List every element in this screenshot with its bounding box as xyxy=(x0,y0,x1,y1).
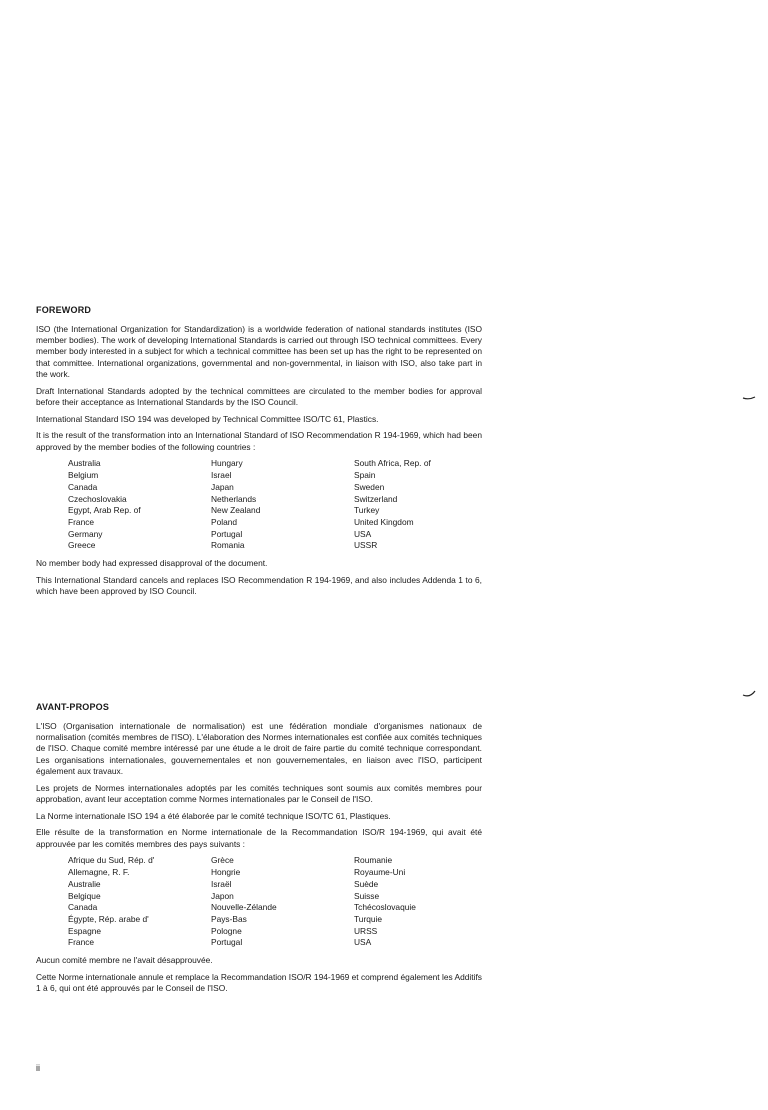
country-name: Switzerland xyxy=(354,493,398,504)
avant-propos-section xyxy=(36,702,482,1000)
country-name: Canada xyxy=(68,481,98,492)
foreword-paragraph: No member body had expressed disapproval of the document. xyxy=(36,558,268,569)
country-name: Israel xyxy=(211,470,232,481)
country-name: USSR xyxy=(354,540,378,551)
avant-propos-paragraph: Elle résulte de la transformation en Norme internationale de la Recommandation ISO/R 194-1969, qui avait été approuvée par les comités membres des pays suivants : xyxy=(36,827,482,849)
country-name: Canada xyxy=(68,902,98,913)
country-name: Turquie xyxy=(354,913,383,924)
foreword-country-list xyxy=(68,458,482,552)
country-name: United Kingdom xyxy=(354,516,414,527)
country-name: Romania xyxy=(211,540,245,551)
country-name: Spain xyxy=(354,470,376,481)
avant-propos-paragraph: Cette Norme internationale annule et remplace la Recommandation ISO/R 194-1969 et comprend également les Additifs 1 à 6, qui ont été approuvés par le Conseil de l'ISO. xyxy=(36,971,482,994)
country-name: Grèce xyxy=(211,855,234,866)
foreword-paragraph: It is the result of the transformation into an International Standard of ISO Recommendation R 194-1969, which had been approved by the member bodies of the following countries : xyxy=(36,430,482,452)
country-name: URSS xyxy=(354,925,378,936)
country-name: Hungary xyxy=(211,458,243,469)
country-name: Suède xyxy=(354,878,379,889)
country-name: Hongrie xyxy=(211,867,241,878)
country-name: Belgique xyxy=(68,890,101,901)
country-name: New Zealand xyxy=(211,505,261,516)
country-name: France xyxy=(68,937,95,948)
margin-tick-mark xyxy=(742,690,756,698)
foreword-section xyxy=(36,305,482,603)
foreword-paragraph: International Standard ISO 194 was developed by Technical Committee ISO/TC 61, Plastics. xyxy=(36,413,379,424)
margin-tick-mark xyxy=(742,392,756,400)
country-name: Japon xyxy=(211,890,234,901)
country-name: Belgium xyxy=(68,470,99,481)
country-name: Australia xyxy=(68,458,101,469)
foreword-paragraph: This International Standard cancels and replaces ISO Recommendation R 194-1969, and also includes Addenda 1 to 6, which have been approved by ISO Council. xyxy=(36,574,482,597)
country-name: USA xyxy=(354,528,372,539)
avant-propos-country-list xyxy=(68,855,482,949)
country-name: Pays-Bas xyxy=(211,913,247,924)
avant-propos-paragraph: L'ISO (Organisation internationale de normalisation) est une fédération mondiale d'organismes nationaux de normalisation (comités membres de l'ISO). L'élaboration des Normes internationales est confiée aux comités techniques de l'ISO. Chaque comité membre intéressé par une étude a le droit de faire partie du comité technique correspondant. Les organisations internationales, gouvernementales et non gouvernementales, en liaison avec l'ISO, participent également aux travaux. xyxy=(36,721,482,776)
country-name: Turkey xyxy=(354,505,380,516)
country-name: Allemagne, R. F. xyxy=(68,867,130,878)
country-name: Égypte, Rép. arabe d' xyxy=(68,913,149,924)
avant-propos-heading: AVANT-PROPOS xyxy=(36,702,110,712)
avant-propos-paragraph: La Norme internationale ISO 194 a été élaborée par le comité technique ISO/TC 61, Plastiques. xyxy=(36,810,391,821)
country-name: Espagne xyxy=(68,925,102,936)
country-name: Afrique du Sud, Rép. d' xyxy=(68,855,155,866)
country-name: Portugal xyxy=(211,937,243,948)
country-name: Egypt, Arab Rep. of xyxy=(68,505,141,516)
country-name: Israël xyxy=(211,878,232,889)
country-name: Germany xyxy=(68,528,103,539)
foreword-paragraph: Draft International Standards adopted by the technical committees are circulated to the member bodies for approval before their acceptance as International Standards by the ISO Council. xyxy=(36,385,482,407)
country-name: USA xyxy=(354,937,372,948)
country-name: Suisse xyxy=(354,890,380,901)
avant-propos-paragraph: Aucun comité membre ne l'avait désapprouvée. xyxy=(36,955,213,966)
country-name: France xyxy=(68,516,95,527)
avant-propos-paragraph: Les projets de Normes internationales adoptés par les comités techniques sont soumis aux comités membres pour approbation, avant leur acceptation comme Normes internationales par le Conseil de l'ISO. xyxy=(36,782,482,804)
country-name: Portugal xyxy=(211,528,243,539)
country-name: Poland xyxy=(211,516,238,527)
foreword-paragraph: ISO (the International Organization for Standardization) is a worldwide federation of national standards institutes (ISO member bodies). The work of developing International Standards is carried out through ISO technical committees. Every member body interested in a subject for which a technical committee has been set up has the right to be represented on that committee. International organizations, governmental and non-governmental, in liaison with ISO, also take part in the work. xyxy=(36,324,482,379)
country-name: Royaume-Uni xyxy=(354,867,406,878)
country-name: Tchécoslovaquie xyxy=(354,902,416,913)
country-name: Roumanie xyxy=(354,855,393,866)
country-name: Australie xyxy=(68,878,101,889)
country-name: South Africa, Rep. of xyxy=(354,458,431,469)
country-name: Greece xyxy=(68,540,96,551)
page-number: ii xyxy=(36,1063,40,1073)
country-name: Pologne xyxy=(211,925,242,936)
country-name: Netherlands xyxy=(211,493,257,504)
foreword-heading: FOREWORD xyxy=(36,305,92,315)
country-name: Czechoslovakia xyxy=(68,493,127,504)
country-name: Sweden xyxy=(354,481,385,492)
country-name: Nouvelle-Zélande xyxy=(211,902,277,913)
country-name: Japan xyxy=(211,481,234,492)
